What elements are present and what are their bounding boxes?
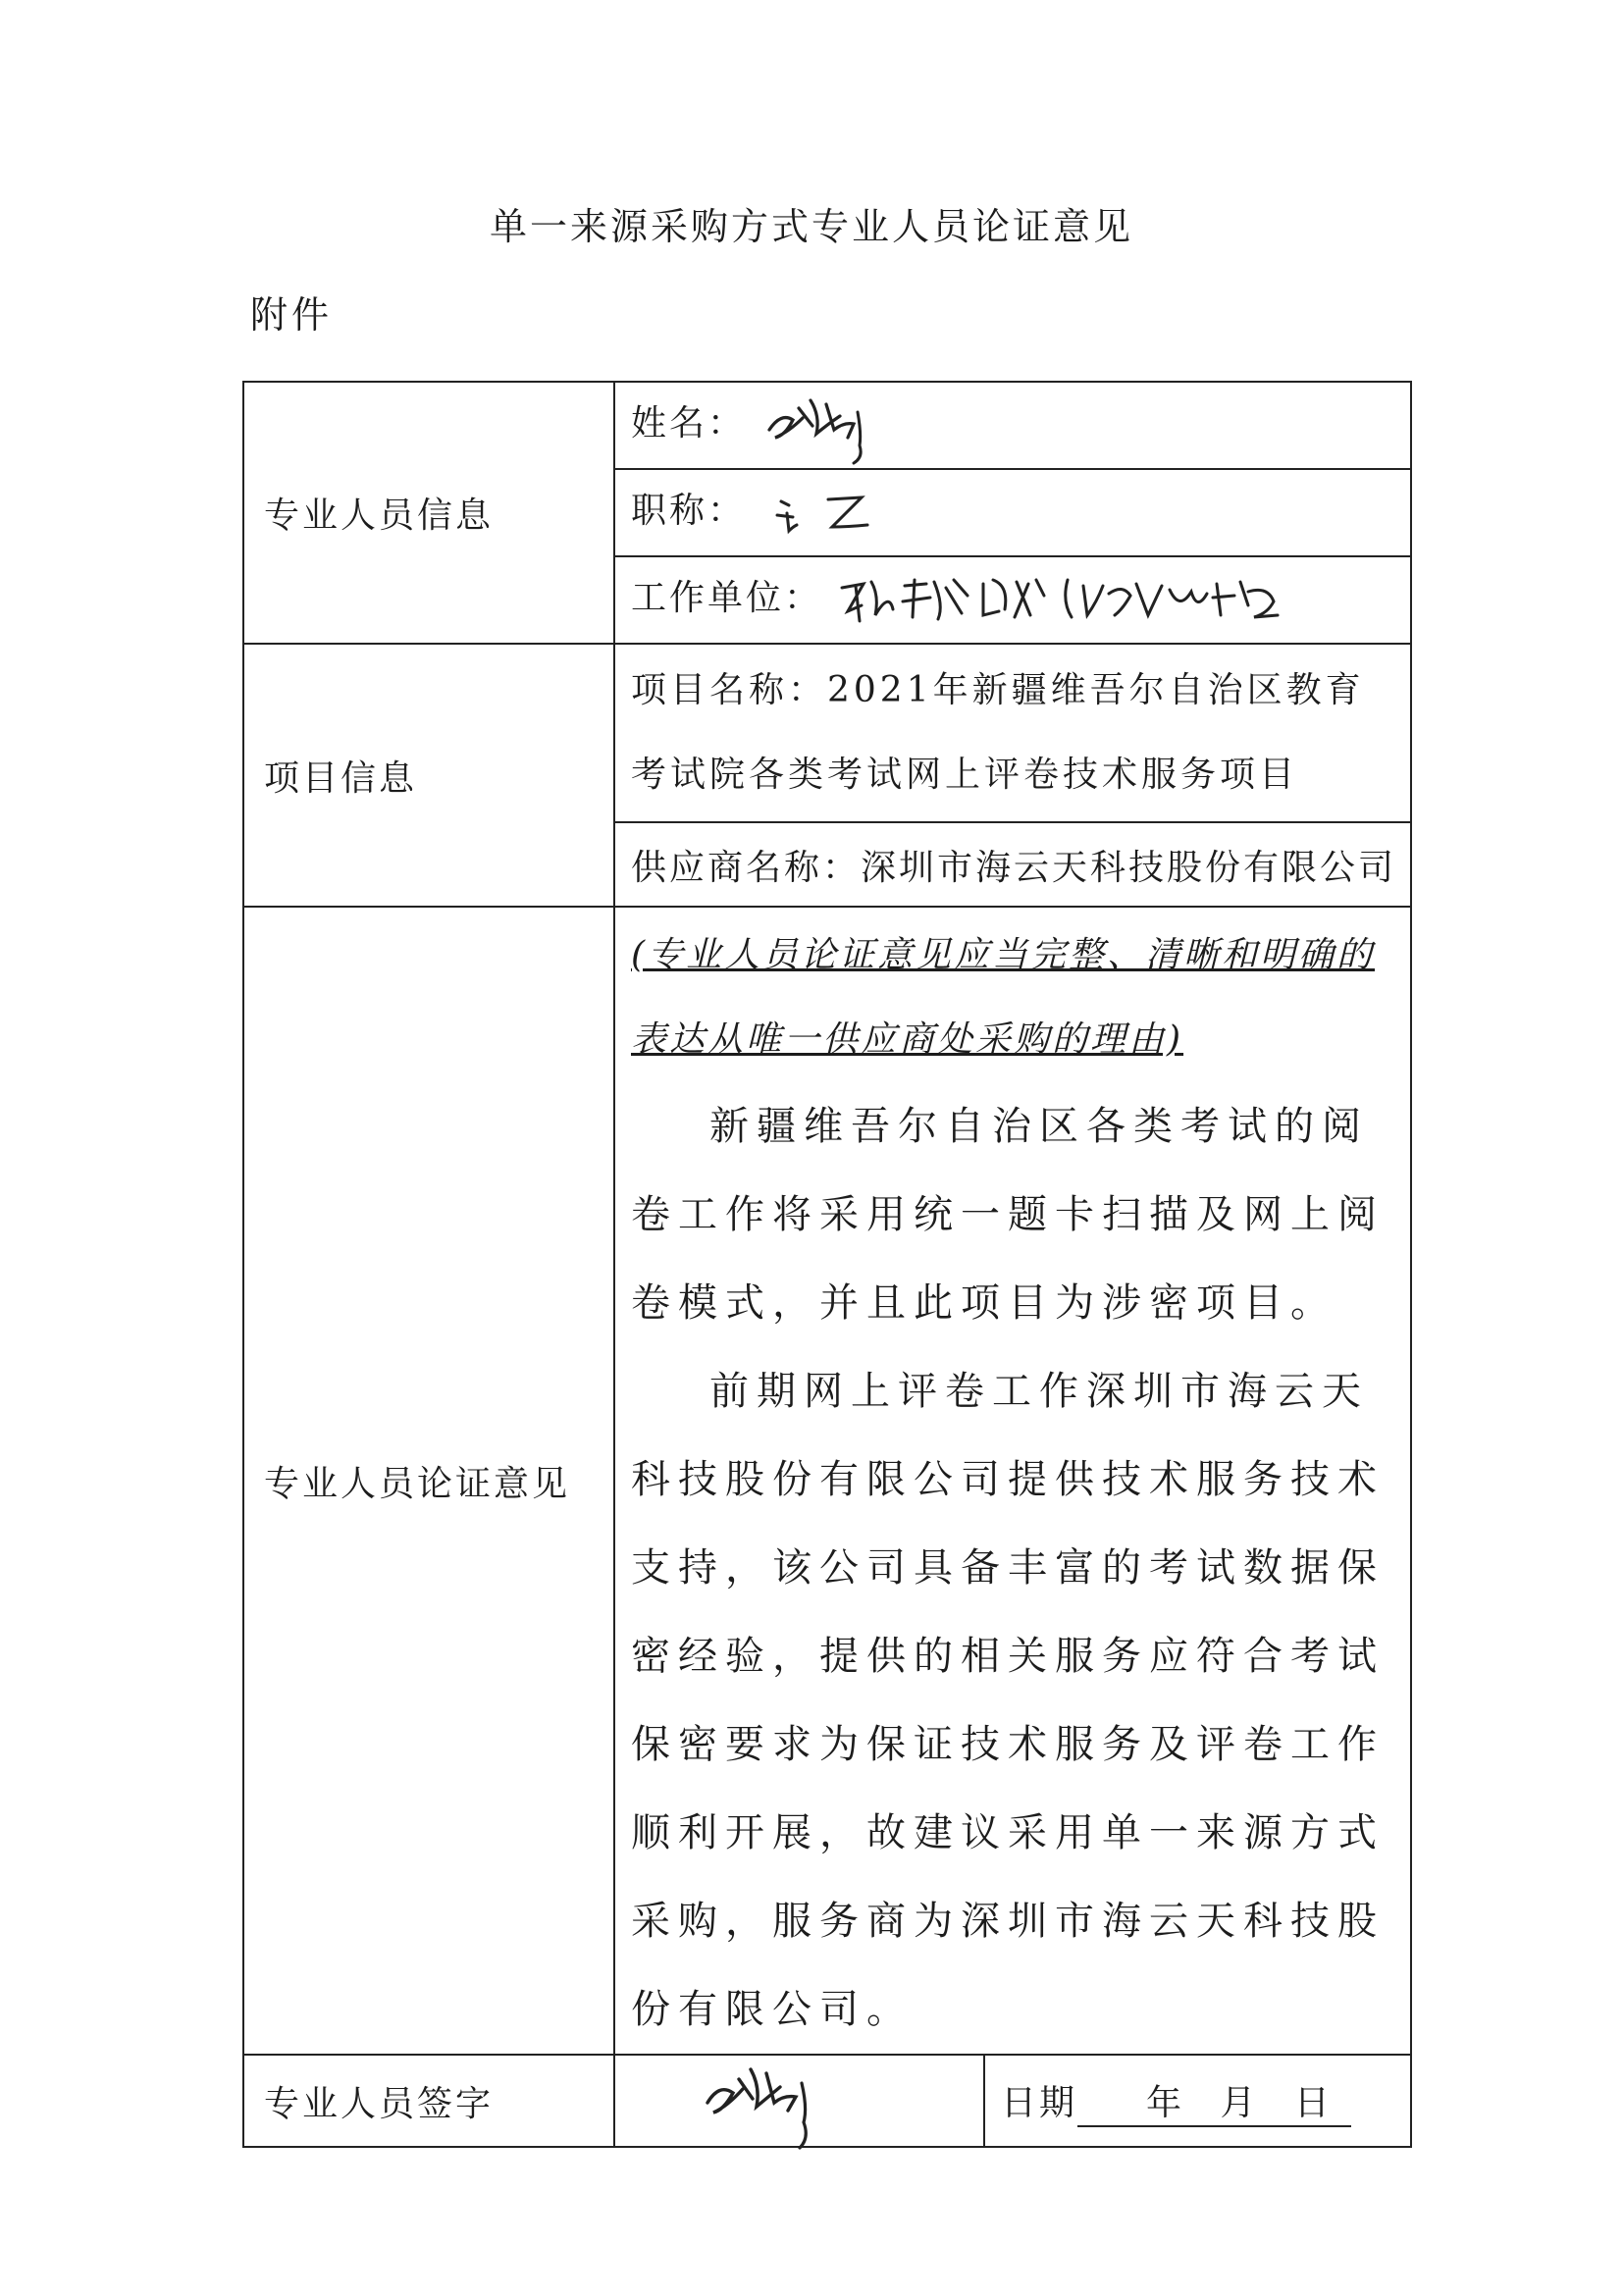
signature-row-content bbox=[614, 2055, 1411, 2147]
opinion-label: 专业人员论证意见 bbox=[243, 907, 614, 2055]
title-handwriting bbox=[759, 484, 897, 543]
workplace-handwriting bbox=[836, 566, 1297, 635]
signature-label: 专业人员签字 bbox=[243, 2055, 614, 2147]
date-value: 年 月 日 bbox=[1077, 2075, 1351, 2127]
project-info-label: 项目信息 bbox=[243, 644, 614, 907]
title-cell bbox=[614, 469, 1411, 556]
title-label: 职称： bbox=[631, 491, 747, 531]
signature-cell bbox=[615, 2056, 984, 2146]
project-name: 项目名称：2021年新疆维吾尔自治区教育考试院各类考试网上评卷技术服务项目 bbox=[614, 644, 1411, 822]
name-label: 姓名： bbox=[631, 402, 747, 444]
opinion-form-table bbox=[242, 381, 1412, 2148]
professional-info-label: 专业人员信息 bbox=[243, 382, 614, 644]
opinion-paragraph-2: 前期网上评卷工作深圳市海云天科技股份有限公司提供技术服务技术支持，该公司具备丰富的考试数据保密经验，提供的相关服务应符合考试保密要求为保证技术服务及评卷工作顺利开展，故建议采用单一来源方式采购，服务商为深圳市海云天科技股份有限公司。 bbox=[631, 1369, 1385, 2032]
opinion-paragraph-1: 新疆维吾尔自治区各类考试的阅卷工作将采用统一题卡扫描及网上阅卷模式，并且此项目为涉密项目。 bbox=[631, 1104, 1385, 1326]
document-title: 单一来源采购方式专业人员论证意见 bbox=[489, 205, 1133, 248]
date-cell bbox=[984, 2056, 1410, 2146]
name-signature bbox=[759, 387, 897, 465]
workplace-cell bbox=[614, 556, 1411, 644]
opinion-content bbox=[614, 907, 1411, 2055]
name-cell bbox=[614, 382, 1411, 469]
workplace-label: 工作单位： bbox=[631, 577, 823, 618]
professional-signature bbox=[694, 2054, 851, 2152]
opinion-instruction: (专业人员论证意见应当完整、清晰和明确的表达从唯一供应商处采购的理由) bbox=[631, 935, 1376, 1060]
date-label: 日期 bbox=[1001, 2082, 1078, 2123]
supplier-name: 供应商名称：深圳市海云天科技股份有限公司 bbox=[614, 822, 1411, 907]
attachment-label: 附件 bbox=[250, 293, 334, 337]
